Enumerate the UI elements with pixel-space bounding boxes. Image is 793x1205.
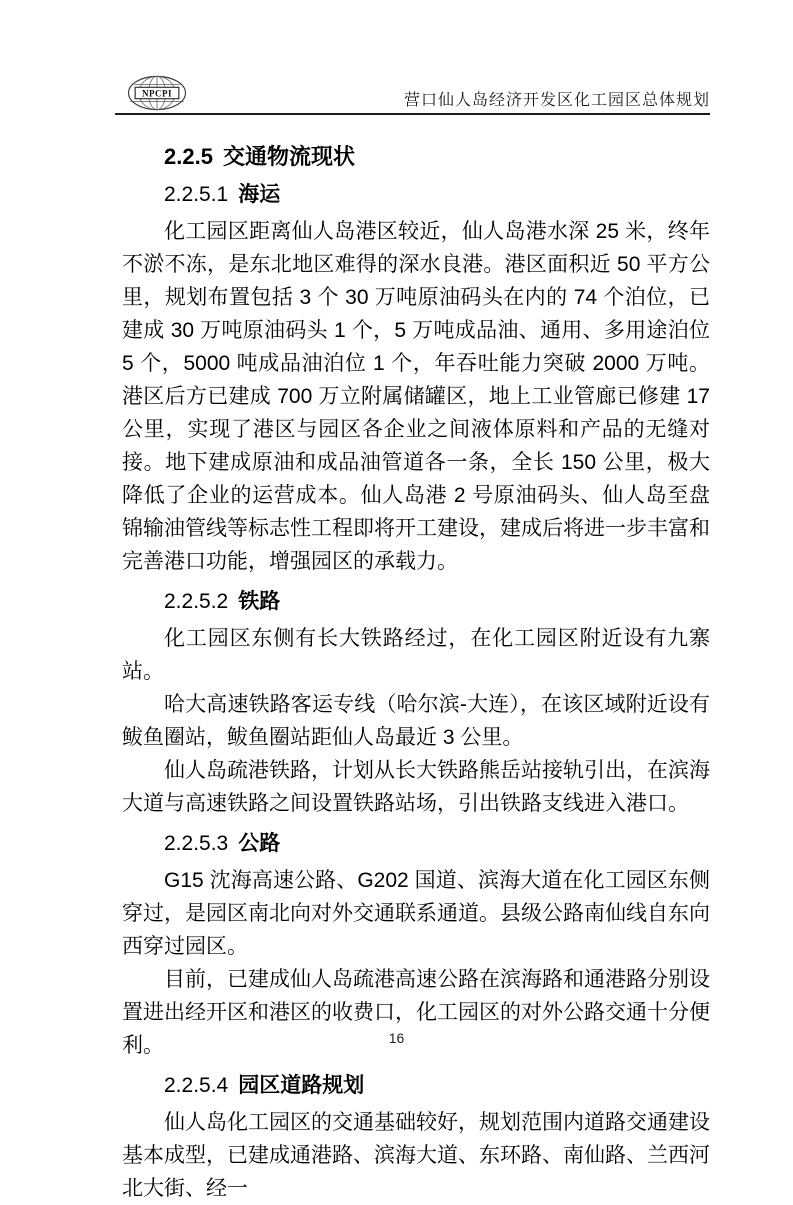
subsection-heading-yuanqu-daolu	[122, 1074, 710, 1097]
paragraph: 化工园区东侧有长大铁路经过，在化工园区附近设有九寨站。	[122, 627, 710, 683]
subsection-number: 2.2.5.4	[164, 1074, 229, 1097]
subsection-number: 2.2.5.3	[164, 832, 229, 855]
subsection-number: 2.2.5.1	[164, 183, 229, 206]
page-footer	[0, 1030, 793, 1046]
paragraph: G15 沈海高速公路、G202 国道、滨海大道在化工园区东侧穿过，是园区南北向对外交通联系通道。县级公路南仙线自东向西穿过园区。	[122, 869, 710, 958]
section-title: 交通物流现状	[222, 144, 355, 169]
globe-logo-icon	[126, 74, 188, 112]
org-logo	[126, 74, 188, 111]
subsection-title: 公路	[238, 832, 281, 855]
subsection-number: 2.2.5.2	[164, 590, 229, 613]
paragraph: 仙人岛化工园区的交通基础较好，规划范围内道路交通建设基本成型，已建成通港路、滨海大道、东环路、南仙路、兰西河北大街、经一	[122, 1111, 710, 1200]
document-body	[0, 145, 793, 1205]
paragraph: 哈大高速铁路客运专线（哈尔滨-大连），在该区域附近设有鲅鱼圈站，鲅鱼圈站距仙人岛最近 3 公里。	[122, 693, 710, 749]
subsection-title: 铁路	[238, 590, 281, 613]
subsection-heading-gonglu	[122, 832, 710, 855]
subsection-title: 园区道路规划	[238, 1074, 365, 1097]
paragraph: 仙人岛疏港铁路，计划从长大铁路熊岳站接轨引出，在滨海大道与高速铁路之间设置铁路站场，引出铁路支线进入港口。	[122, 759, 710, 815]
subsection-title: 海运	[238, 183, 281, 206]
page-number: 16	[388, 1030, 405, 1046]
header-doc-title: 营口仙人岛经济开发区化工园区总体规划	[403, 92, 710, 109]
subsection-heading-haiyun	[122, 183, 710, 206]
subsection-heading-tielu	[122, 590, 710, 613]
page-header	[115, 0, 710, 115]
logo-text: NPCPI	[142, 88, 172, 99]
section-number: 2.2.5	[164, 144, 213, 169]
section-heading-2-2-5	[122, 145, 710, 169]
paragraph: 化工园区距离仙人岛港区较近，仙人岛港水深 25 米，终年不淤不冻，是东北地区难得的深水良港。港区面积近 50 平方公里，规划布置包括 3 个 30 万吨原油码头在内的 74 个泊位，已建成 30 万吨原油码头 1 个，5 万吨成品油、通用、多用途泊位 5 个，5000 吨成品油泊位 1 个，年吞吐能力突破 2000 万吨。港区后方已建成 700 万立附属储罐区，地上工业管廊已修建 17 公里，实现了港区与园区各企业之间液体原料和产品的无缝对接。地下建成原油和成品油管道各一条，全长 150 公里，极大降低了企业的运营成本。仙人岛港 2 号原油码头、仙人岛至盘锦输油管线等标志性工程即将开工建设，建成后将进一步丰富和完善港口功能，增强园区的承载力。	[122, 220, 710, 573]
paragraph: 目前，已建成仙人岛疏港高速公路在滨海路和通港路分别设置进出经开区和港区的收费口，化工园区的对外公路交通十分便利。	[122, 968, 710, 1057]
